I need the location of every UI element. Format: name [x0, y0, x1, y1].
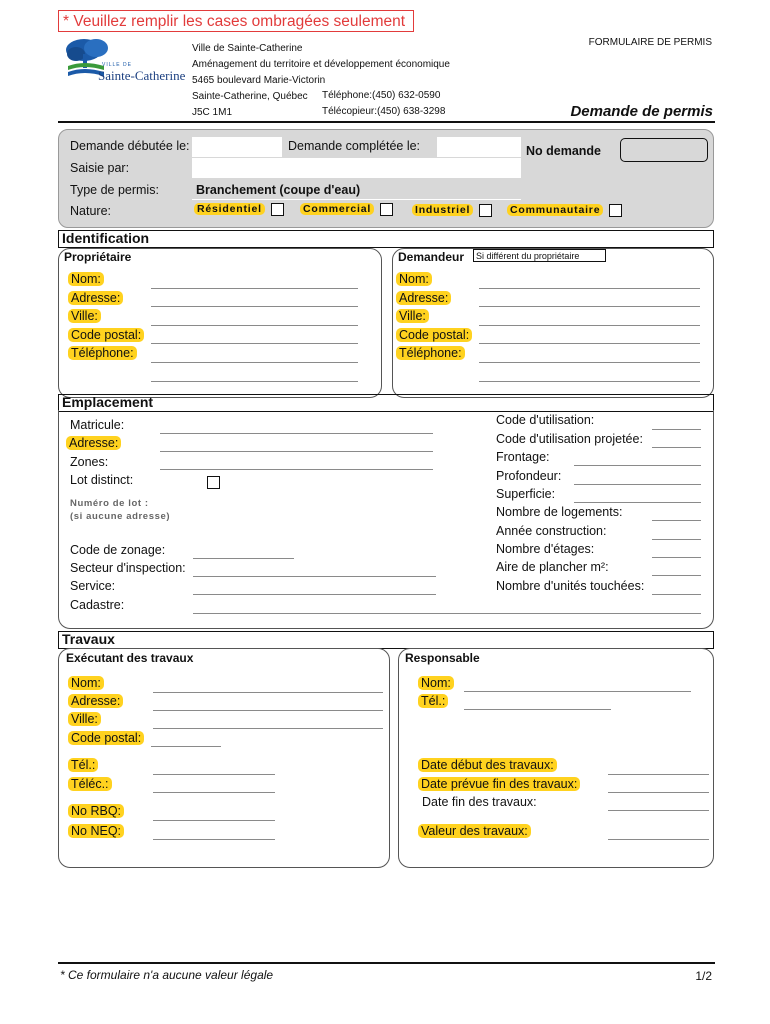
aire-plancher-label: Aire de plancher m²: — [496, 560, 609, 574]
applicant-ville-input[interactable] — [479, 325, 700, 326]
footer-disclaimer: * Ce formulaire n'a aucune valeur légale — [60, 968, 274, 982]
valeur-label: Valeur des travaux: — [418, 824, 531, 838]
emplacement-adresse-input[interactable] — [160, 451, 433, 452]
resp-nom-input[interactable] — [464, 691, 691, 692]
applicant-telephone-label: Téléphone: — [396, 346, 465, 360]
resp-nom-label: Nom: — [418, 676, 454, 690]
cadastre-input[interactable] — [193, 613, 701, 614]
nombre-etages-label: Nombre d'étages: — [496, 542, 595, 556]
nombre-logements-label: Nombre de logements: — [496, 505, 623, 519]
date-fin-prevue-label: Date prévue fin des travaux: — [418, 777, 580, 791]
emplacement-adresse-label: Adresse: — [66, 436, 121, 450]
nombre-etages-input[interactable] — [652, 557, 701, 558]
title-rule — [58, 121, 715, 123]
code-utilisation-projetee-input[interactable] — [652, 447, 701, 448]
permit-type-label: Type de permis: — [70, 183, 159, 197]
emplacement-title: Emplacement — [62, 394, 154, 410]
resp-tel-label: Tél.: — [418, 694, 448, 708]
nature-option-communautaire — [507, 204, 622, 217]
permit-type-underline — [192, 199, 521, 200]
entered-by-input[interactable] — [192, 158, 521, 178]
address-line-1: Ville de Sainte-Catherine — [192, 43, 303, 54]
entered-by-label: Saisie par: — [70, 161, 130, 175]
address-line-3: 5465 boulevard Marie-Victorin — [192, 75, 326, 86]
completed-label: Demande complétée le: — [288, 139, 421, 153]
superficie-input[interactable] — [574, 502, 701, 503]
exec-telec-input[interactable] — [153, 792, 275, 793]
service-input[interactable] — [193, 594, 436, 595]
city-logo — [64, 36, 190, 86]
logo-name: Sainte-Catherine — [98, 68, 186, 83]
lot-distinct-checkbox[interactable] — [207, 476, 220, 489]
exec-adresse-label: Adresse: — [68, 694, 123, 708]
exec-adresse-input[interactable] — [153, 710, 383, 711]
owner-adresse-label: Adresse: — [68, 291, 123, 305]
applicant-code-postal-input[interactable] — [479, 343, 700, 344]
page-number: 1/2 — [695, 969, 712, 983]
lot-distinct-label: Lot distinct: — [70, 473, 134, 487]
exec-nom-input[interactable] — [153, 692, 383, 693]
exec-tel-label: Tél.: — [68, 758, 98, 772]
exec-neq-input[interactable] — [153, 839, 275, 840]
exec-ville-input[interactable] — [153, 728, 383, 729]
residentiel-checkbox[interactable] — [271, 203, 284, 216]
logo-small-text: VILLE DE — [102, 62, 132, 68]
annee-construction-label: Année construction: — [496, 524, 607, 538]
code-utilisation-input[interactable] — [652, 429, 701, 430]
valeur-input[interactable] — [608, 839, 709, 840]
owner-adresse-input[interactable] — [151, 306, 358, 307]
applicant-telephone-2-input[interactable] — [479, 381, 700, 382]
lot-number-sublabel: (si aucune adresse) — [70, 511, 171, 522]
permit-type-value: Branchement (coupe d'eau) — [196, 183, 361, 197]
form-title: Demande de permis — [570, 103, 713, 120]
nature-label: Nature: — [70, 204, 111, 218]
frontage-input[interactable] — [574, 465, 701, 466]
superficie-label: Superficie: — [496, 487, 556, 501]
profondeur-input[interactable] — [574, 484, 701, 485]
fax: Télécopieur:(450) 638-3298 — [322, 106, 446, 117]
date-fin-prevue-input[interactable] — [608, 792, 709, 793]
matricule-input[interactable] — [160, 433, 433, 434]
nombre-unites-input[interactable] — [652, 594, 701, 595]
industriel-checkbox[interactable] — [479, 204, 492, 217]
applicant-nom-label: Nom: — [396, 272, 432, 286]
owner-panel — [58, 248, 382, 398]
phone: Téléphone:(450) 632-0590 — [322, 90, 441, 101]
frontage-label: Frontage: — [496, 450, 550, 464]
started-input[interactable] — [192, 137, 282, 157]
nature-communautaire: Communautaire — [507, 204, 603, 216]
exec-code-postal-label: Code postal: — [68, 731, 144, 745]
exec-tel-input[interactable] — [153, 774, 275, 775]
exec-nom-label: Nom: — [68, 676, 104, 690]
owner-code-postal-input[interactable] — [151, 343, 358, 344]
city-contact — [322, 88, 445, 120]
applicant-ville-label: Ville: — [396, 309, 429, 323]
lot-number-label: Numéro de lot : — [70, 498, 149, 509]
owner-telephone-input[interactable] — [151, 362, 358, 363]
owner-code-postal-label: Code postal: — [68, 328, 144, 342]
request-no-input[interactable] — [620, 138, 708, 162]
code-utilisation-label: Code d'utilisation: — [496, 413, 595, 427]
nombre-unites-label: Nombre d'unités touchées: — [496, 579, 645, 593]
aire-plancher-input[interactable] — [652, 575, 701, 576]
nature-option-industriel — [412, 204, 492, 217]
matricule-label: Matricule: — [70, 418, 125, 432]
nature-industriel: Industriel — [412, 204, 473, 216]
applicant-note: Si différent du propriétaire — [473, 249, 606, 262]
exec-code-postal-input[interactable] — [151, 746, 221, 747]
lot-number-note — [70, 497, 170, 523]
applicant-code-postal-label: Code postal: — [396, 328, 472, 342]
started-label: Demande débutée le: — [70, 139, 190, 153]
date-debut-label: Date début des travaux: — [418, 758, 557, 772]
request-no-label: No demande — [526, 144, 602, 158]
applicant-nom-input[interactable] — [479, 288, 700, 289]
identification-section — [58, 230, 714, 248]
nature-commercial: Commercial — [300, 203, 374, 215]
owner-telephone-2-input[interactable] — [151, 381, 358, 382]
nature-options — [194, 203, 284, 216]
identification-title: Identification — [62, 230, 150, 246]
service-label: Service: — [70, 579, 116, 593]
address-line-2: Aménagement du territoire et développement économique — [192, 59, 450, 70]
nombre-logements-input[interactable] — [652, 520, 701, 521]
owner-ville-input[interactable] — [151, 325, 358, 326]
commercial-checkbox[interactable] — [380, 203, 393, 216]
executant-title: Exécutant des travaux — [66, 651, 194, 665]
applicant-adresse-input[interactable] — [479, 306, 700, 307]
owner-telephone-label: Téléphone: — [68, 346, 137, 360]
profondeur-label: Profondeur: — [496, 469, 562, 483]
annee-construction-input[interactable] — [652, 539, 701, 540]
owner-title: Propriétaire — [64, 250, 132, 264]
fill-notice: * Veuillez remplir les cases ombragées seulement — [58, 10, 414, 32]
applicant-adresse-label: Adresse: — [396, 291, 451, 305]
date-fin-label: Date fin des travaux: — [422, 795, 537, 809]
date-fin-input[interactable] — [608, 810, 709, 811]
owner-ville-label: Ville: — [68, 309, 101, 323]
zones-input[interactable] — [160, 469, 433, 470]
address-line-4: Sainte-Catherine, Québec — [192, 91, 308, 102]
applicant-title: Demandeur — [398, 250, 465, 264]
exec-telec-label: Téléc.: — [68, 777, 112, 791]
code-zonage-label: Code de zonage: — [70, 543, 166, 557]
secteur-label: Secteur d'inspection: — [70, 561, 186, 575]
nature-option-commercial — [300, 203, 393, 216]
zones-label: Zones: — [70, 455, 109, 469]
nature-residentiel: Résidentiel — [194, 203, 265, 215]
footer-rule — [58, 962, 715, 964]
exec-neq-label: No NEQ: — [68, 824, 124, 838]
applicant-panel — [392, 248, 714, 398]
address-line-5: J5C 1M1 — [192, 107, 233, 118]
communautaire-checkbox[interactable] — [609, 204, 622, 217]
secteur-input[interactable] — [193, 576, 436, 577]
date-debut-input[interactable] — [608, 774, 709, 775]
owner-nom-label: Nom: — [68, 272, 104, 286]
code-utilisation-projetee-label: Code d'utilisation projetée: — [496, 432, 643, 446]
resp-tel-input[interactable] — [464, 709, 611, 710]
owner-nom-input[interactable] — [151, 288, 358, 289]
exec-ville-label: Ville: — [68, 712, 101, 726]
completed-input[interactable] — [437, 137, 521, 157]
code-zonage-input[interactable] — [193, 558, 294, 559]
travaux-title: Travaux — [62, 631, 115, 647]
exec-rbq-label: No RBQ: — [68, 804, 124, 818]
responsable-title: Responsable — [405, 651, 480, 665]
applicant-telephone-input[interactable] — [479, 362, 700, 363]
form-type: FORMULAIRE DE PERMIS — [588, 37, 712, 48]
travaux-section — [58, 631, 714, 649]
cadastre-label: Cadastre: — [70, 598, 125, 612]
exec-rbq-input[interactable] — [153, 820, 275, 821]
